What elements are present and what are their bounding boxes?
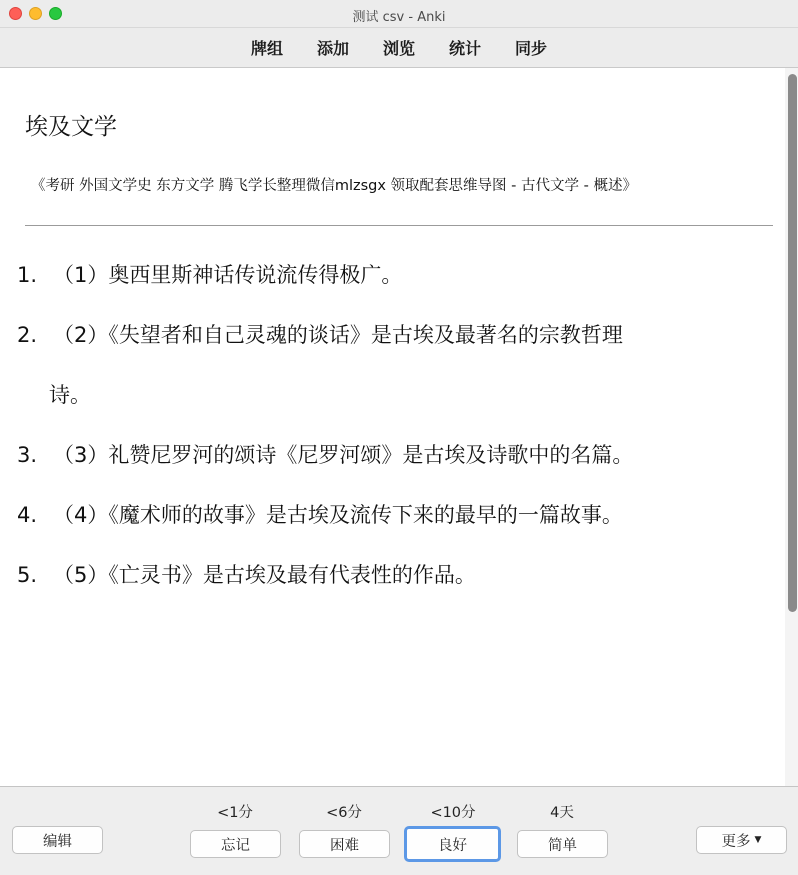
list-item-text: （2）《失望者和自己灵魂的谈话》是古埃及最著名的宗教哲理 <box>53 323 623 347</box>
toolbar-add[interactable]: 添加 <box>316 39 349 58</box>
list-item-text: （1）奥西里斯神话传说流传得极广。 <box>53 263 403 287</box>
answer-interval-hard: <6分 <box>326 805 362 821</box>
list-item <box>17 500 757 530</box>
toolbar-stats[interactable]: 统计 <box>449 39 482 58</box>
list-item-text: （3）礼赞尼罗河的颂诗《尼罗河颂》是古埃及诗歌中的名篇。 <box>53 443 634 467</box>
list-item <box>17 560 757 590</box>
easy-button[interactable]: 简单 <box>517 830 608 858</box>
scrollbar-thumb[interactable] <box>788 74 797 612</box>
review-bottom-bar <box>0 786 798 875</box>
good-button[interactable]: 良好 <box>404 826 501 862</box>
card-view <box>0 68 785 786</box>
card-title: 埃及文学 <box>25 114 117 140</box>
answer-interval-again: <1分 <box>217 805 253 821</box>
list-item <box>17 320 757 410</box>
main-toolbar <box>0 28 798 68</box>
more-button-label: 更多 <box>721 833 751 850</box>
dropdown-arrow-icon: ▼ <box>754 835 762 845</box>
window-title: 测试 csv - Anki <box>352 10 446 25</box>
card-subtitle: 《考研 外国文学史 东方文学 腾飞学长整理微信mlzsgx 领取配套思维导图 - 古代文学 - 概述》 <box>31 178 637 194</box>
list-item-number: 1. <box>17 263 38 287</box>
answer-interval-easy: 4天 <box>550 805 574 821</box>
answer-list <box>17 260 757 620</box>
more-button[interactable] <box>696 826 787 854</box>
list-item-text: （4）《魔术师的故事》是古埃及流传下来的最早的一篇故事。 <box>53 503 623 527</box>
again-button[interactable]: 忘记 <box>190 830 281 858</box>
list-item-number: 5. <box>17 563 38 587</box>
vertical-scrollbar[interactable] <box>785 68 798 786</box>
toolbar-browse[interactable]: 浏览 <box>382 39 415 58</box>
hard-button[interactable]: 困难 <box>299 830 390 858</box>
toolbar-sync[interactable]: 同步 <box>515 39 548 58</box>
toolbar-decks[interactable]: 牌组 <box>250 39 283 58</box>
list-item-number: 3. <box>17 443 38 467</box>
list-item <box>17 260 757 290</box>
list-item-number: 2. <box>17 323 38 347</box>
edit-button[interactable]: 编辑 <box>12 826 103 854</box>
list-item-continuation: 诗。 <box>49 383 91 407</box>
answer-divider <box>25 225 773 226</box>
list-item <box>17 440 757 470</box>
list-item-number: 4. <box>17 503 38 527</box>
list-item-text: （5）《亡灵书》是古埃及最有代表性的作品。 <box>53 563 476 587</box>
answer-interval-good: <10分 <box>430 805 476 821</box>
window-titlebar <box>0 0 798 28</box>
